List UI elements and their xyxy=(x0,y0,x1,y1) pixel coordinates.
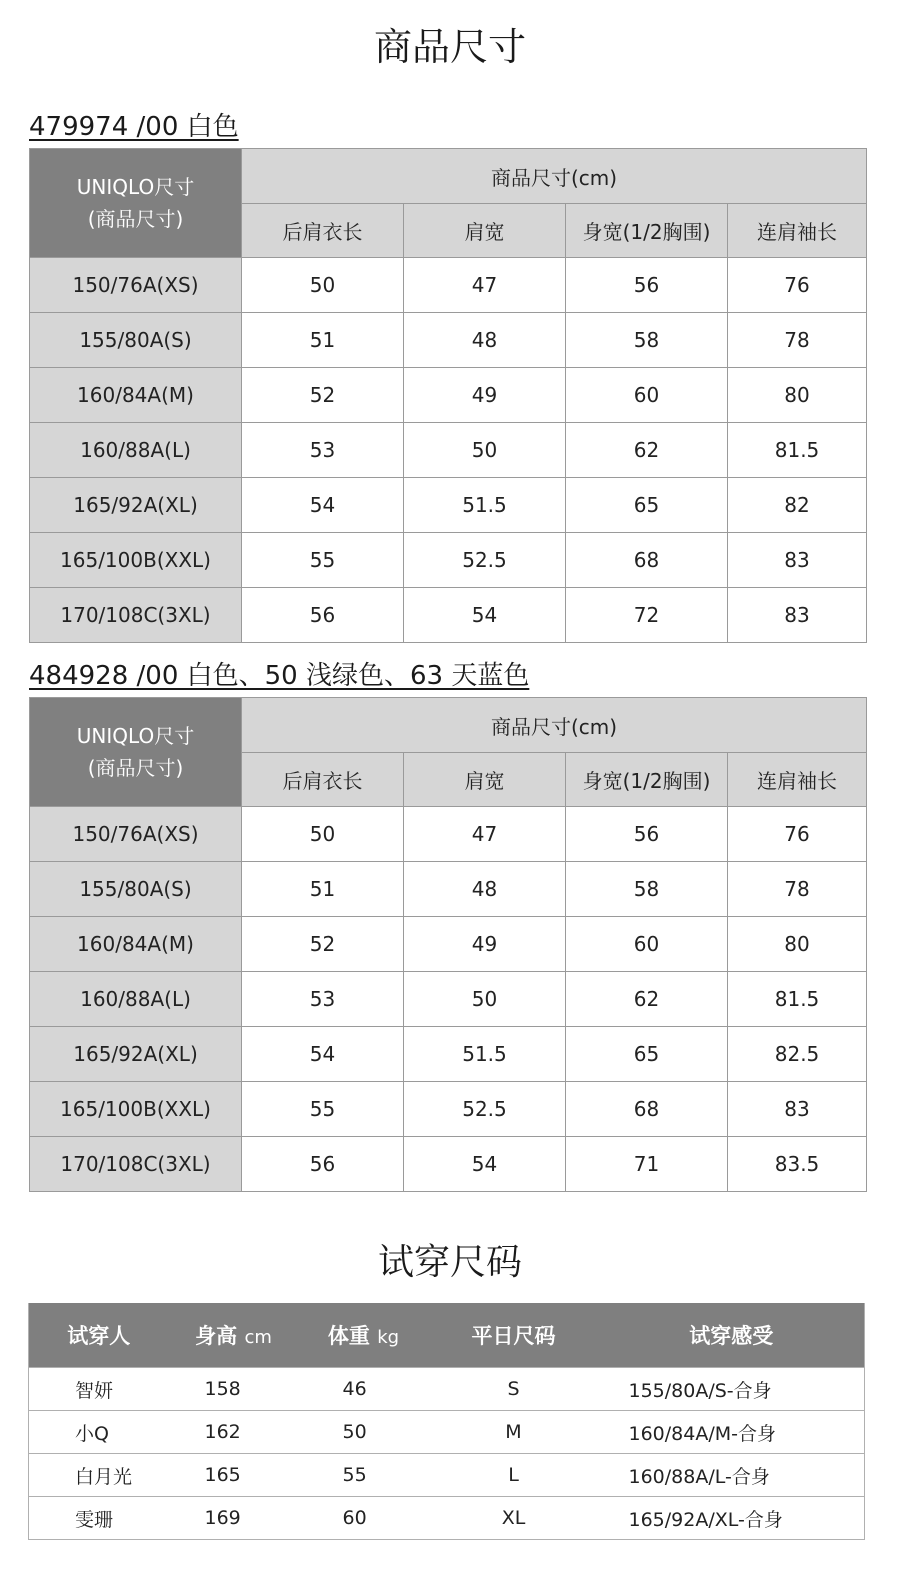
measurement-cell: 51 xyxy=(242,862,404,917)
size-label: 155/80A(S) xyxy=(30,862,242,917)
tester-height: 158 xyxy=(169,1368,299,1411)
table-row xyxy=(30,258,867,313)
measurement-cell: 78 xyxy=(728,862,867,917)
tester-weight: 60 xyxy=(299,1497,429,1540)
table-row xyxy=(30,478,867,533)
corner-header xyxy=(30,149,242,258)
measurement-cell: 50 xyxy=(242,807,404,862)
measurement-cell: 78 xyxy=(728,313,867,368)
measurement-cell: 51.5 xyxy=(404,478,566,533)
tester-name: 智妍 xyxy=(29,1368,169,1411)
size-label: 170/108C(3XL) xyxy=(30,588,242,643)
column-header: 肩宽 xyxy=(404,204,566,258)
measurement-cell: 65 xyxy=(566,1027,728,1082)
fit-header-tester xyxy=(29,1303,169,1368)
measurement-cell: 76 xyxy=(728,807,867,862)
fit-header-label: 试穿人 xyxy=(67,1324,131,1348)
table-row xyxy=(30,807,867,862)
corner-header xyxy=(30,698,242,807)
measurement-cell: 52.5 xyxy=(404,1082,566,1137)
fit-header-label: 体重 xyxy=(327,1324,370,1348)
size-label: 165/92A(XL) xyxy=(30,478,242,533)
tester-weight: 55 xyxy=(299,1454,429,1497)
measurement-cell: 76 xyxy=(728,258,867,313)
table-row xyxy=(30,423,867,478)
measurement-cell: 48 xyxy=(404,862,566,917)
measurement-cell: 48 xyxy=(404,313,566,368)
measurement-cell: 56 xyxy=(566,807,728,862)
column-header: 身宽(1/2胸围) xyxy=(566,204,728,258)
column-header: 连肩袖长 xyxy=(728,753,867,807)
tester-usual-size: M xyxy=(429,1411,599,1454)
tester-feeling: 160/88A/L-合身 xyxy=(599,1454,865,1497)
product-label-1: 479974 /00 白色 xyxy=(29,112,239,142)
size-table-1 xyxy=(29,148,867,643)
measurement-cell: 68 xyxy=(566,533,728,588)
size-label: 165/100B(XXL) xyxy=(30,1082,242,1137)
size-label: 160/84A(M) xyxy=(30,368,242,423)
corner-header-line-2: (商品尺寸) xyxy=(87,207,184,231)
corner-header-line-1: UNIQLO尺寸 xyxy=(76,724,195,748)
measurement-cell: 47 xyxy=(404,258,566,313)
fit-row xyxy=(29,1454,865,1497)
size-label: 165/92A(XL) xyxy=(30,1027,242,1082)
tester-usual-size: S xyxy=(429,1368,599,1411)
measurement-cell: 83 xyxy=(728,1082,867,1137)
size-table-2 xyxy=(29,697,867,1192)
tester-height: 165 xyxy=(169,1454,299,1497)
measurement-cell: 53 xyxy=(242,972,404,1027)
measurement-cell: 52 xyxy=(242,917,404,972)
column-header: 后肩衣长 xyxy=(242,204,404,258)
tester-weight: 50 xyxy=(299,1411,429,1454)
tester-usual-size: L xyxy=(429,1454,599,1497)
measurement-cell: 51.5 xyxy=(404,1027,566,1082)
measurement-cell: 82.5 xyxy=(728,1027,867,1082)
table-row xyxy=(30,368,867,423)
table-row xyxy=(30,1137,867,1192)
measurement-cell: 52 xyxy=(242,368,404,423)
measurement-cell: 52.5 xyxy=(404,533,566,588)
measurement-cell: 81.5 xyxy=(728,423,867,478)
fit-header-unit: cm xyxy=(244,1327,272,1348)
fit-header-label: 身高 xyxy=(195,1324,238,1348)
measurement-cell: 58 xyxy=(566,313,728,368)
measurement-cell: 83.5 xyxy=(728,1137,867,1192)
table-row xyxy=(30,588,867,643)
size-label: 165/100B(XXL) xyxy=(30,533,242,588)
measurement-cell: 83 xyxy=(728,533,867,588)
size-label: 160/88A(L) xyxy=(30,423,242,478)
size-label: 155/80A(S) xyxy=(30,313,242,368)
measurement-cell: 54 xyxy=(404,1137,566,1192)
column-header: 连肩袖长 xyxy=(728,204,867,258)
page-title: 商品尺寸 xyxy=(373,25,526,69)
fit-row xyxy=(29,1368,865,1411)
measurement-cell: 81.5 xyxy=(728,972,867,1027)
fit-section-title: 试穿尺码 xyxy=(377,1242,522,1283)
size-label: 160/88A(L) xyxy=(30,972,242,1027)
group-header: 商品尺寸(cm) xyxy=(242,149,867,204)
table-row xyxy=(30,917,867,972)
fit-table xyxy=(28,1303,865,1540)
tester-weight: 46 xyxy=(299,1368,429,1411)
measurement-cell: 82 xyxy=(728,478,867,533)
tester-name: 小Q xyxy=(29,1411,169,1454)
table-row xyxy=(30,862,867,917)
measurement-cell: 60 xyxy=(566,917,728,972)
size-label: 150/76A(XS) xyxy=(30,807,242,862)
measurement-cell: 55 xyxy=(242,1082,404,1137)
size-label: 170/108C(3XL) xyxy=(30,1137,242,1192)
measurement-cell: 47 xyxy=(404,807,566,862)
measurement-cell: 65 xyxy=(566,478,728,533)
measurement-cell: 55 xyxy=(242,533,404,588)
measurement-cell: 68 xyxy=(566,1082,728,1137)
measurement-cell: 72 xyxy=(566,588,728,643)
measurement-cell: 83 xyxy=(728,588,867,643)
tester-height: 162 xyxy=(169,1411,299,1454)
measurement-cell: 80 xyxy=(728,917,867,972)
product-label-2: 484928 /00 白色、50 浅绿色、63 天蓝色 xyxy=(29,661,530,691)
measurement-cell: 49 xyxy=(404,917,566,972)
fit-header-unit: kg xyxy=(377,1327,400,1348)
measurement-cell: 62 xyxy=(566,423,728,478)
measurement-cell: 50 xyxy=(404,972,566,1027)
table-row xyxy=(30,313,867,368)
measurement-cell: 51 xyxy=(242,313,404,368)
measurement-cell: 80 xyxy=(728,368,867,423)
measurement-cell: 53 xyxy=(242,423,404,478)
measurement-cell: 56 xyxy=(242,1137,404,1192)
measurement-cell: 50 xyxy=(404,423,566,478)
table-row xyxy=(30,972,867,1027)
tester-feeling: 165/92A/XL-合身 xyxy=(599,1497,865,1540)
table-row xyxy=(30,1027,867,1082)
corner-header-line-2: (商品尺寸) xyxy=(87,756,184,780)
fit-header-weight xyxy=(299,1303,429,1368)
tester-feeling: 160/84A/M-合身 xyxy=(599,1411,865,1454)
measurement-cell: 54 xyxy=(242,1027,404,1082)
column-header: 身宽(1/2胸围) xyxy=(566,753,728,807)
column-header: 后肩衣长 xyxy=(242,753,404,807)
measurement-cell: 54 xyxy=(404,588,566,643)
measurement-cell: 50 xyxy=(242,258,404,313)
tester-name: 雯珊 xyxy=(29,1497,169,1540)
tester-feeling: 155/80A/S-合身 xyxy=(599,1368,865,1411)
column-header: 肩宽 xyxy=(404,753,566,807)
fit-header-feeling xyxy=(599,1303,865,1368)
fit-header-label: 试穿感受 xyxy=(689,1324,774,1348)
fit-row xyxy=(29,1497,865,1540)
measurement-cell: 71 xyxy=(566,1137,728,1192)
size-label: 160/84A(M) xyxy=(30,917,242,972)
fit-header-usual-size xyxy=(429,1303,599,1368)
table-row xyxy=(30,533,867,588)
corner-header-line-1: UNIQLO尺寸 xyxy=(76,175,195,199)
size-label: 150/76A(XS) xyxy=(30,258,242,313)
measurement-cell: 58 xyxy=(566,862,728,917)
fit-header-height xyxy=(169,1303,299,1368)
measurement-cell: 54 xyxy=(242,478,404,533)
measurement-cell: 56 xyxy=(566,258,728,313)
fit-row xyxy=(29,1411,865,1454)
measurement-cell: 62 xyxy=(566,972,728,1027)
tester-height: 169 xyxy=(169,1497,299,1540)
measurement-cell: 56 xyxy=(242,588,404,643)
fit-header-label: 平日尺码 xyxy=(471,1324,556,1348)
tester-name: 白月光 xyxy=(29,1454,169,1497)
measurement-cell: 49 xyxy=(404,368,566,423)
table-row xyxy=(30,1082,867,1137)
tester-usual-size: XL xyxy=(429,1497,599,1540)
measurement-cell: 60 xyxy=(566,368,728,423)
group-header: 商品尺寸(cm) xyxy=(242,698,867,753)
